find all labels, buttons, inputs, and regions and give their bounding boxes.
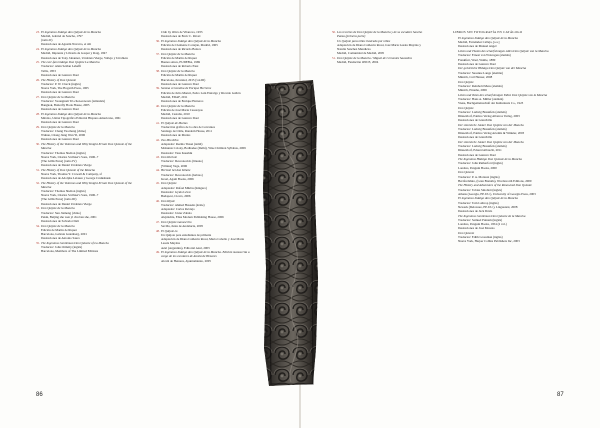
entry-title: Don Quijote de la Mancha / Miguel de Cervantes Saavedra bbox=[337, 56, 412, 61]
entry-title: Don Quijote bbox=[161, 181, 177, 186]
entry-number: 39. bbox=[156, 86, 160, 91]
entry-detail: Londres, Penguin Books, 2000 bbox=[458, 165, 497, 170]
entry-number: 50. bbox=[332, 30, 336, 34]
entry-detail: Traductor: Ahmed Hussein (árabe) bbox=[161, 202, 205, 207]
entry-detail: Ilustraciones de Ricardo Balaca bbox=[161, 47, 201, 52]
entry-detail: Ilustraciones de Grandville bbox=[458, 135, 493, 140]
entry-number: 29. bbox=[36, 125, 40, 129]
entry-number: 37. bbox=[156, 51, 160, 56]
catalog-entry bbox=[453, 231, 565, 243]
entry-detail: Ilustraciones de Daniel Urrabieta Vierge bbox=[41, 201, 92, 206]
entry-detail: Newark (Delaware, EE.UU.), Linguatext, 2008 bbox=[458, 204, 518, 209]
entry-detail: Traductor: Ludwig Braunfels (alemán) bbox=[458, 109, 507, 114]
entry-number: 32. bbox=[36, 180, 40, 185]
catalog-entry bbox=[453, 123, 565, 140]
entry-detail: Traductor: John Rutherford (inglés) bbox=[458, 161, 503, 166]
entry-detail: Madrid, Comunidad de Madrid, 2005 bbox=[337, 51, 385, 56]
entry-detail: Ilustraciones de Tony Johannot, Urrabieta Vierge, Vallejo y Urrabieta bbox=[41, 55, 128, 60]
catalog-entry bbox=[453, 93, 565, 105]
entry-title: Don Kijote bbox=[161, 198, 175, 203]
entry-number: 51. bbox=[332, 56, 336, 61]
entry-detail: Londres, Penguin Books, 1954 (2 vol.) bbox=[458, 222, 507, 226]
entry-detail: Traductor: Susanne Lange (alemán) bbox=[458, 70, 503, 75]
entry-detail: Ilustrador: Javier Zabala bbox=[161, 211, 192, 216]
entry-detail: Santiago de Chile, Random House, 2011 bbox=[161, 129, 213, 134]
entry-title: Un Quijote para niños ilustrado por niños bbox=[337, 38, 391, 43]
entry-detail: Nueva York, Thomas Y. Crowell & Company, sf bbox=[41, 171, 102, 176]
catalog-entry bbox=[36, 47, 142, 59]
entry-title: The History of Don Quixote bbox=[41, 77, 77, 82]
entry-number: 36. bbox=[156, 38, 160, 43]
entry-title: Don Quijote de la Mancha bbox=[41, 125, 75, 129]
entry-detail: Traductor: John Ormsby (inglés) bbox=[41, 244, 83, 249]
entry-detail: Ilustraciones de Gustave Doré bbox=[41, 107, 79, 112]
entry-detail: Ilustraciones de Enric C. Ricart bbox=[161, 34, 201, 39]
catalog-entry bbox=[453, 157, 565, 169]
entry-number: 44. bbox=[156, 168, 160, 173]
entry-detail: Traductor: Tobias Smollett (inglés) bbox=[458, 187, 503, 192]
entry-title: Der sinnreiche Junker Don Quijote von der Mancha bbox=[458, 140, 524, 145]
entry-detail: Traductor: Reinhold Mess (alemán) bbox=[458, 83, 503, 88]
catalog-entry bbox=[156, 52, 250, 69]
entry-title: Los recortes de Don Quijote de la Mancha y de su escudero Sancho Panza (primera parte) bbox=[337, 30, 423, 39]
entry-title: Der sinnreiche Junker Don Quijote von der Mancha bbox=[458, 122, 524, 127]
entry-detail: Madrid, Castalia, 2010 bbox=[161, 111, 190, 116]
entry-detail: Traductor: Desconocido (hebreo) bbox=[161, 172, 203, 177]
entry-detail: Düsseldorf, Patmos Verlag Artemis & Winkler, 2003 bbox=[458, 131, 525, 136]
catalog-entry bbox=[453, 183, 565, 195]
entry-number: 30. bbox=[36, 142, 40, 147]
catalog-column-3 bbox=[332, 30, 430, 110]
entry-detail: [Vilnius] Vaga, 2006 bbox=[161, 163, 188, 168]
entry-title: Don Quijote bbox=[458, 105, 474, 110]
entry-detail: Azul (Argentina), Editorial Azul, 2003 bbox=[161, 245, 210, 250]
entry-detail: Ilustraciones de Gustave Doré bbox=[41, 137, 79, 142]
catalog-entry bbox=[156, 138, 250, 155]
catalog-entry bbox=[453, 66, 565, 78]
entry-title: El ingenioso hidalgo don Quijote de la Mancha bbox=[458, 196, 518, 201]
entry-detail: Madrid, Gabriel de Sancha, 1797 bbox=[41, 34, 83, 39]
entry-detail: Adaptador: Rezma Tiusei (tamil) bbox=[161, 142, 203, 147]
entry-detail: Ilustraciones de Gustave Doré bbox=[458, 61, 496, 66]
catalog-entry bbox=[36, 206, 142, 223]
entry-detail: Ilustraciones de Gustave Doré bbox=[458, 152, 496, 157]
entry-detail: [The Gillis Press] (tomo IV) bbox=[41, 158, 77, 163]
entry-title: Don Quixote bbox=[458, 170, 475, 175]
entry-title: El ingenioso hidalgo don Quijote de la Mancha bbox=[41, 30, 101, 34]
catalog-entry bbox=[36, 224, 142, 241]
entry-number: 48. bbox=[156, 228, 160, 233]
entry-title: El ingenioso hidalgo don Quijote de la Mancha bbox=[458, 36, 518, 41]
catalog-entry bbox=[156, 155, 250, 167]
catalog-entry bbox=[156, 199, 250, 220]
catalog-entry bbox=[453, 170, 565, 182]
entry-title: El ingenioso hidalgo don Quijote de la Mancha bbox=[41, 47, 101, 52]
entry-detail: Madrid, Fundación ONCE, 2004 bbox=[337, 60, 379, 65]
catalog-entry bbox=[36, 142, 142, 167]
entry-detail: Traductor: Chang Yaocheng (chino) bbox=[41, 129, 87, 134]
catalog-entry bbox=[453, 36, 565, 48]
entry-detail: Traductor: Ludwig Braunfels (alemán) bbox=[458, 127, 507, 131]
entry-detail: Ilustraciones de Marías bbox=[161, 133, 191, 138]
entry-title: Leben und Taten des scharfsinnigen Edlen Don Quijote von la Mancha bbox=[458, 92, 548, 97]
catalog-entry bbox=[453, 196, 565, 213]
entry-detail: Budapest, Ciceró, 2006 bbox=[161, 193, 191, 198]
entry-detail: Edición de Martín de Riquer bbox=[161, 56, 197, 61]
catalog-entry bbox=[36, 181, 142, 206]
entry-detail: Edición de Martín de Riquer bbox=[161, 73, 197, 78]
entry-detail: Nueva York, Harper Collins Publishers Inc, 2003 bbox=[458, 239, 520, 244]
entry-detail: Ilustraciones de Gustave Doré bbox=[161, 116, 199, 121]
entry-title: Don Quijote de la Mancha bbox=[161, 103, 195, 108]
entry-title: Hertsoh het don Kihote bbox=[161, 168, 191, 173]
entry-detail: Buenos Aires, EUDEBA, 1969 bbox=[161, 60, 200, 65]
entry-title: The History of Don Quixote of the Mancha bbox=[41, 167, 95, 172]
catalog-entry bbox=[332, 39, 430, 56]
catalog-entry bbox=[36, 125, 142, 142]
entry-number: 43. bbox=[156, 155, 160, 160]
entry-detail: Ilustraciones de Roberto Páez bbox=[161, 64, 199, 69]
entry-detail: (tomo II) bbox=[41, 38, 53, 43]
entry-detail: Un Quijote para estudiantes de primaria bbox=[161, 233, 212, 238]
entry-detail: Ilustraciones de Salvador Dalí bbox=[41, 218, 79, 223]
catalog-entry bbox=[453, 140, 565, 157]
section-title: LIBROS SIN FOTOGRAFÍA EN CATÁLOGO bbox=[453, 30, 523, 34]
entry-detail: Barcelona, Members of The Limited Editions bbox=[41, 249, 99, 254]
entry-detail: Barcelona, Juventud, 2015 (vol.III) bbox=[161, 77, 206, 82]
entry-detail: Traductor: Thomas Shelton (inglés) bbox=[41, 189, 86, 194]
entry-detail: Edición de Julio Maruri, Pedro Lain Entralgo y Ricardo Gullón bbox=[161, 90, 241, 95]
catalog-entry bbox=[453, 106, 565, 123]
catalog-entry bbox=[332, 30, 430, 38]
entry-detail: Bangkok, Butterfly Book House, 2005 bbox=[41, 103, 90, 108]
entry-detail: Club by Oliva de Vilanova, 1933 bbox=[161, 30, 203, 34]
entry-detail: Múnich, Carl Hanser, 2008 bbox=[458, 74, 493, 79]
entry-detail: Sevilla, Junta de Andalucía, 2005 bbox=[161, 224, 204, 229]
entry-detail: Ilustraciones de Daniel Urrabieta Vierge bbox=[41, 163, 92, 167]
entry-title: The ever-fam hidalgo Don Quijote La Mancha bbox=[41, 60, 100, 65]
entry-detail: Traductor: Swangnam Tri-chon-naworn (tailandés) bbox=[41, 98, 105, 103]
entry-detail: Traductor: Thomas Shelton (inglés) bbox=[41, 150, 86, 155]
page-number-left: 86 bbox=[36, 392, 43, 398]
entry-detail: Ilustraciones de Antonio Saura bbox=[41, 236, 80, 241]
entry-number: 24. bbox=[36, 47, 40, 52]
entry-number: 33. bbox=[36, 206, 40, 211]
entry-detail: Adaptador: Carlos Reviejo bbox=[161, 206, 195, 211]
entry-detail: Traductor: Tom Lathrop (inglés) bbox=[458, 200, 499, 205]
entry-title: The History and Adventures of the Renowned Don Quixote bbox=[458, 183, 532, 188]
entry-detail: Ilustraciones de Gustave Doré bbox=[161, 81, 199, 86]
page-number-right: 87 bbox=[557, 392, 564, 398]
catalog-entry bbox=[156, 220, 250, 228]
entry-detail: Edición de José María Casasayas bbox=[161, 107, 203, 112]
entry-detail: Israel, Agam Books, 2006 bbox=[161, 176, 194, 181]
entry-detail: Ilustraciones de Gustave Doré bbox=[41, 89, 79, 94]
entry-detail: Traductor: Samuel Putnam (inglés) bbox=[458, 217, 503, 222]
entry-detail: Ilustraciones de Grandville bbox=[458, 118, 493, 123]
entry-number: 42. bbox=[156, 138, 160, 143]
entry-detail: Traductor: P. W. Clarck (inglés) bbox=[41, 81, 81, 86]
entry-detail: Nueva York, Charles Scribner's Sons, 1906–7 bbox=[41, 193, 99, 198]
entry-detail: Ilustraciones de Gustave Doré bbox=[41, 120, 79, 125]
entry-title: Don Quijote de la Mancha bbox=[161, 51, 195, 56]
catalog-entry bbox=[156, 30, 250, 38]
catalog-column-1 bbox=[36, 30, 142, 415]
entry-number: 23. bbox=[36, 30, 40, 34]
entry-number: 34. bbox=[36, 223, 40, 228]
entry-detail: Adaptador: Rafael Miklós (húngaro) bbox=[161, 185, 207, 190]
entry-title: The Ingenious Gentleman Don Quixote de la Mancha bbox=[458, 213, 526, 218]
entry-detail: Mohunsn Colony, Bodhadee (Delhi), Wise Children Syllabus, 2009 bbox=[161, 146, 246, 151]
entry-detail: Ilustraciones de Enrique Herreros bbox=[161, 98, 204, 103]
entry-title: Don Quijote de la Mancha bbox=[41, 206, 75, 211]
entry-number: 45. bbox=[156, 181, 160, 186]
entry-detail: Edición de Martín de Riquer bbox=[41, 227, 77, 232]
entry-detail: Edición de Clemente Cortejón, Madrid, 1905 bbox=[161, 43, 218, 48]
entry-detail: Alejándria, Elias Modern Publishing House, 2006 bbox=[161, 215, 224, 220]
entry-detail: Wuhan, Chang Jiang Wen Yi, 2006 bbox=[41, 133, 86, 138]
catalog-entry bbox=[332, 56, 430, 64]
entry-detail: Traductor: Desconocido (lituano) bbox=[161, 159, 203, 164]
entry-title: Don Kichote bbox=[161, 155, 177, 160]
entry-number: 28. bbox=[36, 111, 40, 116]
entry-detail: Pekín, Beijing she wen yi chu ban she, 2001 bbox=[41, 214, 97, 219]
entry-detail: Madrid, Imprenta y Librería de Gaspar y Roig, 1847 bbox=[41, 51, 107, 56]
entry-detail: Madrid, EDAF, 2011 bbox=[161, 94, 188, 99]
entry-detail: [The Gillis Press] (tomo III) bbox=[41, 197, 77, 202]
catalog-entry bbox=[156, 168, 250, 180]
entry-title: El Quijote de Marías bbox=[161, 120, 188, 125]
catalog-entry bbox=[36, 30, 142, 47]
entry-title: Tuo Mio Kiho bbox=[161, 138, 179, 143]
entry-detail: Ilustraciones de Jack Davis bbox=[458, 208, 493, 213]
entry-detail: Nueva York, The Hogarth Press, 1905 bbox=[41, 85, 89, 90]
entry-title: El Quijote-lo bbox=[161, 228, 178, 233]
entry-number: 49. bbox=[156, 250, 160, 255]
catalog-list bbox=[453, 36, 565, 243]
catalog-entry bbox=[36, 95, 142, 112]
entry-detail: Tallis, 1853 bbox=[41, 68, 56, 73]
catalog-entry bbox=[36, 168, 142, 180]
entry-title: Don Quijote de la Mancha bbox=[41, 94, 75, 99]
entry-title: Don Quijote manuscrito bbox=[161, 220, 192, 224]
catalog-entry bbox=[453, 80, 565, 92]
entry-number: 31. bbox=[36, 167, 40, 172]
catalog-entry bbox=[156, 250, 250, 262]
entry-number: 41. bbox=[156, 120, 160, 125]
catalog-column-2 bbox=[156, 30, 250, 415]
catalog-entry bbox=[36, 112, 142, 124]
catalog-entry bbox=[156, 69, 250, 86]
entry-title: The Ingenious Gentleman Don Quixote of La Mancha bbox=[41, 240, 109, 245]
entry-detail: Méxixo, Unión Tipográfica Editorial Hispano Americana, 1961 bbox=[41, 116, 121, 121]
entry-title: Leben und Thaten des scharfsinnigen edlen Don Quijote von la Mancha bbox=[458, 49, 549, 54]
entry-detail: Madrid, Fernández Calleja, [s.a.] bbox=[458, 40, 500, 45]
entry-title: Don Quijote bbox=[458, 79, 474, 84]
entry-detail: Düsseldorf, Patmos Verlag Albatros Verlag, 2003 bbox=[458, 113, 520, 118]
entry-detail: Traductor: Ludwig Braunfels (alemán) bbox=[458, 144, 507, 149]
catalog-entry bbox=[156, 229, 250, 250]
entry-number: 40. bbox=[156, 103, 160, 108]
entry-detail: Traductor: Sun Jiameng (chino) bbox=[41, 210, 81, 215]
entry-title: Der geistreiche Hidalgo Don Quijote von der Mancha bbox=[458, 66, 527, 71]
entry-title: Summa cervantina de Enrique Herreros bbox=[161, 86, 212, 91]
entry-title: El ingenioso hidalgo don Quijote de la Mancha bbox=[161, 38, 221, 43]
entry-number: 38. bbox=[156, 69, 160, 74]
entry-title: The History of the Valorous and Witty Knight-Errant Don Quixote of the Mancha bbox=[41, 180, 132, 189]
entry-detail: Ilustraciones de Gustave Doré bbox=[41, 72, 79, 77]
entry-detail: Traductor: Alain Seldan Leheffi bbox=[41, 64, 82, 69]
catalog-entry bbox=[156, 121, 250, 138]
catalog-entry bbox=[156, 104, 250, 121]
entry-title: El ingenioso hidalgo don Quijote de la Mancha bbox=[41, 111, 101, 116]
entry-detail: Viena, Buchgemeinschaft der Kulturkreis Co., 1923 bbox=[458, 100, 524, 105]
entry-number: 26. bbox=[36, 77, 40, 82]
entry-detail: Traductor: P. A. Motteux (inglés) bbox=[458, 174, 500, 179]
entry-title: Don Quixote bbox=[458, 230, 475, 235]
entry-detail: Barcelona, Galaxia Gutenberg, 2001 bbox=[41, 231, 87, 236]
catalog-entry bbox=[36, 241, 142, 253]
entry-number: 47. bbox=[156, 220, 160, 224]
entry-number: 35. bbox=[36, 240, 40, 245]
entry-detail: Nueva York, Charles Scribner's Sons, 1906–7 bbox=[41, 154, 99, 159]
catalog-entry bbox=[453, 49, 565, 66]
entry-detail: Ilustrador: Gyula Lévai bbox=[161, 189, 191, 194]
entry-detail: Düsseldorf, Eduard Albrecht, 2011 bbox=[458, 148, 502, 153]
entry-detail: Adaptación de Diana Calderón Rossi, Marta Cabello y José María Lasala Mayáns bbox=[161, 237, 245, 246]
entry-detail: Athens (Georgia, EE.UU.), University of Georgia Press, 2003 bbox=[458, 191, 536, 196]
entry-detail: Frankfurt, Waal, Wuhle, 1880 bbox=[458, 57, 496, 62]
entry-detail: Traducción gráfica de la obra de Cervantes bbox=[161, 125, 215, 129]
entry-number: 25. bbox=[36, 60, 40, 65]
entry-detail: Ilustraciones de Agustín Navarro, et alii bbox=[41, 42, 92, 47]
entry-title: Don Quijote de la Mancha bbox=[41, 223, 75, 228]
carved-relief-image bbox=[255, 78, 325, 388]
entry-detail: Ilustraciones de Manuel Angel bbox=[458, 44, 497, 49]
catalog-entry bbox=[36, 60, 142, 77]
catalog-entry bbox=[156, 181, 250, 198]
entry-detail: Traductor: Edith Grossman (inglés) bbox=[458, 235, 503, 240]
catalog-entry bbox=[156, 86, 250, 103]
entry-title: The History of the Valorous and Witty Knight-Errant Don Quixote of the Mancha bbox=[41, 142, 132, 151]
entry-detail: Ilustraciones de José Moreno bbox=[458, 226, 495, 231]
catalog-column-4 bbox=[453, 30, 565, 415]
entry-title: El ingenioso hidalgo don Quijote de la Mancha. Edición manuscrita a cargo de los escolares de Alcalá de Henares bbox=[161, 250, 250, 259]
entry-detail: Alcalá de Henares, Ayuntamiento, 2005 bbox=[161, 258, 211, 263]
entry-detail: Hertfordshire, (Gran Bretaña), Wordsworth Editions, 2000 bbox=[458, 178, 532, 183]
entry-detail: Traductor: Ernest von Wolzogen (alemán) bbox=[458, 53, 511, 58]
entry-detail: Múnich, Piranha, 2006 bbox=[458, 87, 487, 92]
entry-number: 46. bbox=[156, 198, 160, 203]
entry-title: Don Quijote de la Mancha bbox=[161, 69, 195, 74]
entry-detail: Adaptación de Diana Calderón Rossi, José María Lasala Mayáns y Natalia Sanchez Mendizza bbox=[337, 43, 421, 52]
catalog-entry bbox=[156, 39, 250, 51]
entry-title: The Ingenious Hidalgo Don Quixote de la Mancha bbox=[458, 157, 522, 162]
entry-detail: Ilustrador: Vasu Kaushik bbox=[161, 150, 193, 155]
catalog-entry bbox=[36, 78, 142, 95]
catalog-entry bbox=[453, 214, 565, 231]
entry-detail: Ilustraciones de Adolphe Lalauze y George Cruikshank bbox=[41, 176, 111, 181]
entry-detail: Traductor: Hans A. Müller (alemán) bbox=[458, 96, 504, 101]
entry-number: 27. bbox=[36, 94, 40, 99]
